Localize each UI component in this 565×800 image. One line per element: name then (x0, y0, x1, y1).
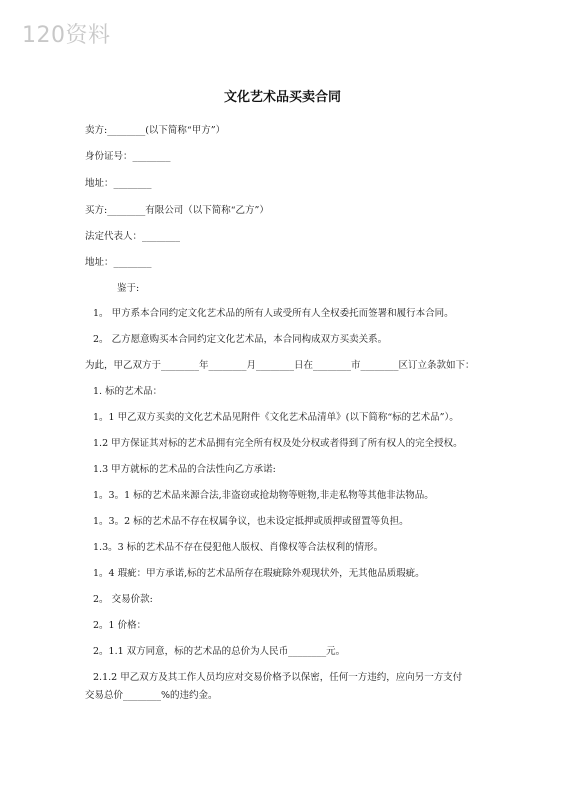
clause-2-1: 2。1 价格： (93, 620, 147, 631)
buyer-address-line: 地址：________ (85, 257, 152, 268)
section-1-heading: 1. 标的艺术品： (93, 386, 163, 397)
seller-line: 卖方:________(以下简称“甲方”） (85, 125, 226, 136)
clause-1-4: 1。4 瑕疵：甲方承诺,标的艺术品所存在瑕疵除外观现状外，无其他品质瑕疵。 (93, 568, 425, 579)
clause-1-3-2: 1。3。2 标的艺术品不存在权属争议，也未设定抵押或质押或留置等负担。 (93, 516, 409, 527)
whereas-heading: 鉴于: (117, 283, 140, 294)
agreement-intro: 为此，甲乙双方于________年________月________日在________市________区订立条款如下： (85, 360, 475, 371)
clause-2-1-1: 2。1.1 双方同意，标的艺术品的总价为人民币________元。 (93, 646, 346, 657)
clause-2-1-2-cont: 交易总价________%的违约金。 (85, 690, 218, 701)
watermark: 120资料 (22, 23, 111, 48)
document-title: 文化艺术品买卖合同 (223, 90, 341, 105)
whereas-item-1: 1。 甲方系本合同约定文化艺术品的所有人或受所有人全权委托而签署和履行本合同。 (93, 308, 454, 319)
clause-1-3-3: 1.3。3 标的艺术品不存在侵犯他人版权、肖像权等合法权利的情形。 (93, 542, 384, 553)
clause-1-1: 1。1 甲乙双方买卖的文化艺术品见附件《文化艺术品清单》(以下简称“标的艺术品”）。 (93, 412, 459, 423)
id-number-line: 身份证号：________ (85, 151, 171, 162)
buyer-line: 买方:________有限公司（以下简称“乙方”） (85, 205, 269, 216)
clause-2-1-2: 2.1.2 甲乙双方及其工作人员均应对交易价格予以保密，任何一方违约，应向另一方支付 (93, 672, 463, 683)
seller-address-line: 地址：________ (85, 178, 152, 189)
clause-1-3: 1.3 甲方就标的艺术品的合法性向乙方承诺: (93, 464, 276, 475)
clause-1-2: 1.2 甲方保证其对标的艺术品拥有完全所有权及处分权或者得到了所有权人的完全授权。 (93, 438, 463, 449)
clause-1-3-1: 1。3。1 标的艺术品来源合法,非盗窃或抢劫物等赃物,非走私物等其他非法物品。 (93, 490, 434, 501)
section-2-heading: 2。 交易价款: (93, 594, 153, 605)
whereas-item-2: 2。 乙方愿意购买本合同约定文化艺术品，本合同构成双方买卖关系。 (93, 334, 388, 345)
legal-rep-line: 法定代表人：________ (85, 231, 181, 242)
